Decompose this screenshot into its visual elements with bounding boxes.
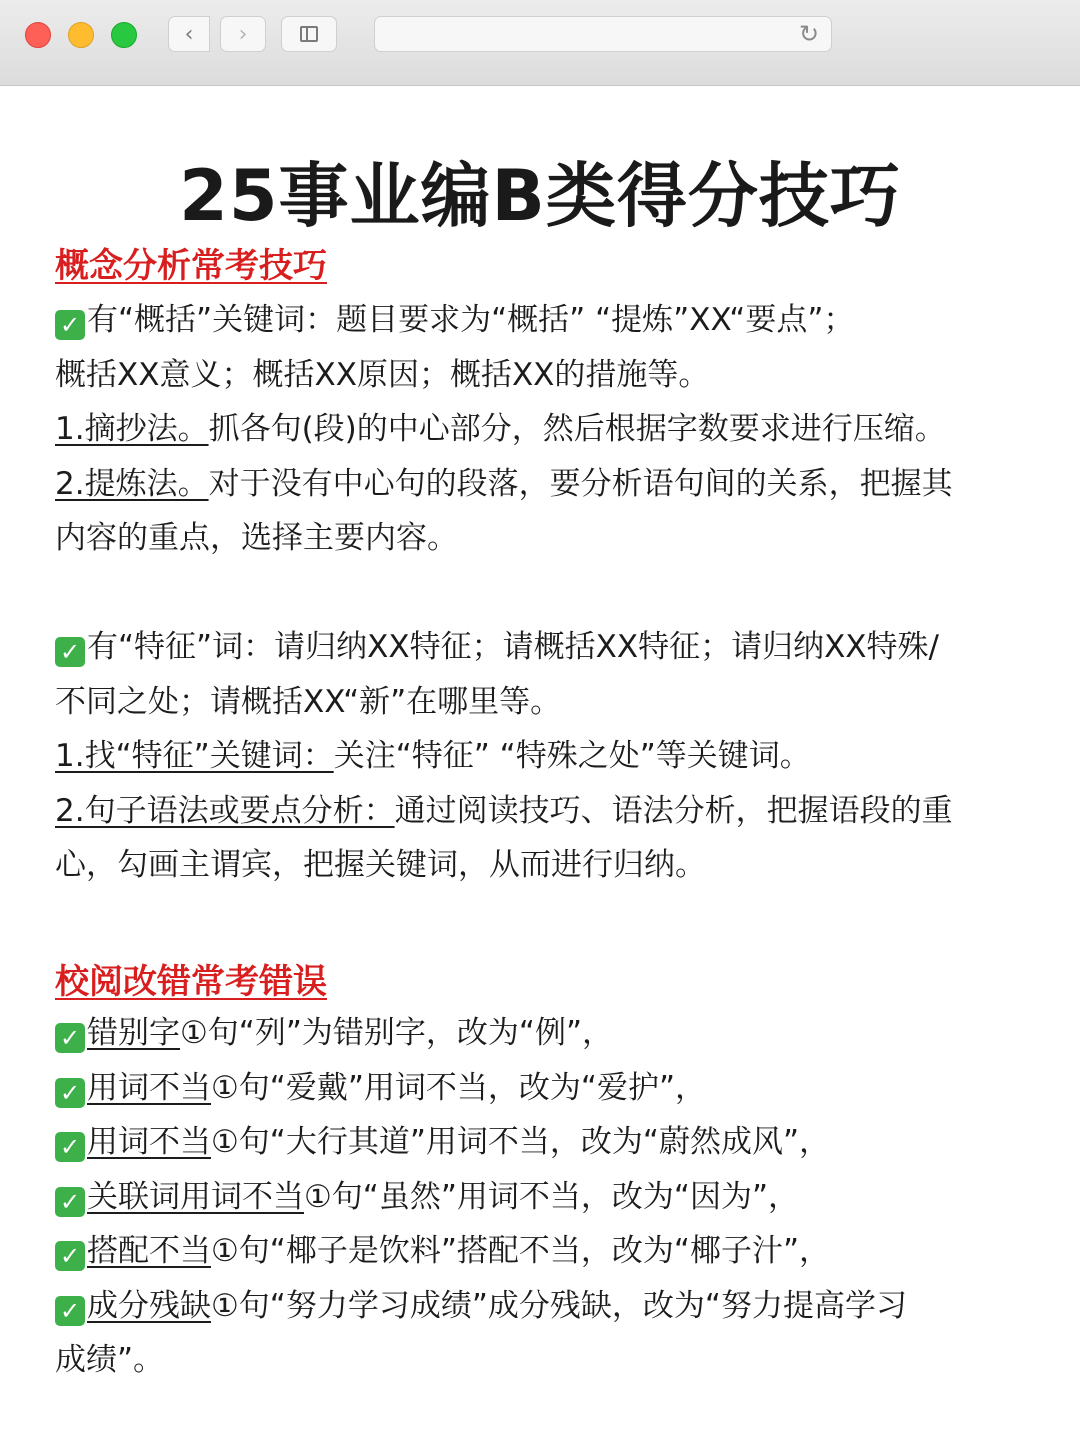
error-type-label: 用词不当 [87, 1124, 211, 1160]
text-line: ✓ 有“特征”词：请归纳XX特征；请概括XX特征；请归纳XX特殊/ [55, 627, 939, 667]
method-line: 2.句子语法或要点分析：通过阅读技巧、语法分析，把握语段的重 [55, 793, 953, 829]
close-window-button[interactable] [25, 22, 51, 48]
reload-icon[interactable]: ↻ [798, 20, 820, 48]
sidebar-icon [300, 26, 318, 42]
sidebar-toggle-button[interactable] [281, 16, 337, 52]
list-item: ✓ 成分残缺①句“努力学习成绩”成分残缺，改为“努力提高学习 [55, 1286, 907, 1326]
list-item: ✓ 搭配不当①句“椰子是饮料”搭配不当，改为“椰子汁”， [55, 1231, 830, 1271]
method-line: 2.提炼法。对于没有中心句的段落，要分析语句间的关系，把握其 [55, 466, 953, 502]
page-title: 25事业编B类得分技巧 [179, 155, 901, 237]
check-icon: ✓ [55, 1078, 85, 1108]
text-line: ✓ 有“概括”关键词：题目要求为“概括” “提炼”XX“要点”； [55, 300, 854, 340]
list-item: ✓ 用词不当①句“大行其道”用词不当，改为“蔚然成风”， [55, 1122, 830, 1162]
text-line: 内容的重点，选择主要内容。 [55, 520, 458, 556]
text-line: 概括XX意义；概括XX原因；概括XX的措施等。 [55, 357, 710, 393]
zoom-window-button[interactable] [111, 22, 137, 48]
check-icon: ✓ [55, 637, 85, 667]
check-icon: ✓ [55, 310, 85, 340]
check-icon: ✓ [55, 1187, 85, 1217]
forward-button[interactable] [220, 16, 266, 52]
back-button[interactable] [168, 16, 210, 52]
section-heading-concept: 概念分析常考技巧 [55, 246, 327, 286]
error-type-label: 关联词用词不当 [87, 1179, 304, 1215]
chevron-right-icon: › [238, 21, 248, 47]
error-type-label: 成分残缺 [87, 1288, 211, 1324]
list-item: ✓ 用词不当①句“爱戴”用词不当，改为“爱护”， [55, 1068, 706, 1108]
method-label: 2.句子语法或要点分析： [55, 793, 395, 829]
text-line: 成绩”。 [55, 1342, 165, 1378]
minimize-window-button[interactable] [68, 22, 94, 48]
section-heading-proofreading: 校阅改错常考错误 [55, 962, 327, 1002]
chevron-left-icon: ‹ [184, 21, 194, 47]
method-label: 2.提炼法。 [55, 466, 209, 502]
browser-titlebar [0, 0, 1080, 86]
error-type-label: 搭配不当 [87, 1233, 211, 1269]
error-type-label: 用词不当 [87, 1070, 211, 1106]
list-item: ✓ 错别字①句“列”为错别字，改为“例”， [55, 1013, 613, 1053]
check-icon: ✓ [55, 1296, 85, 1326]
method-label: 1.找“特征”关键词： [55, 738, 334, 774]
error-type-label: 错别字 [87, 1015, 180, 1051]
address-bar[interactable] [374, 16, 832, 52]
text-line: 不同之处；请概括XX“新”在哪里等。 [55, 684, 562, 720]
method-line: 1.找“特征”关键词：关注“特征” “特殊之处”等关键词。 [55, 738, 811, 774]
check-icon: ✓ [55, 1023, 85, 1053]
method-label: 1.摘抄法。 [55, 411, 209, 447]
check-icon: ✓ [55, 1132, 85, 1162]
text-line: 心，勾画主谓宾，把握关键词，从而进行归纳。 [55, 847, 706, 883]
method-line: 1.摘抄法。抓各句(段)的中心部分，然后根据字数要求进行压缩。 [55, 411, 946, 447]
check-icon: ✓ [55, 1241, 85, 1271]
list-item: ✓ 关联词用词不当①句“虽然”用词不当，改为“因为”， [55, 1177, 799, 1217]
